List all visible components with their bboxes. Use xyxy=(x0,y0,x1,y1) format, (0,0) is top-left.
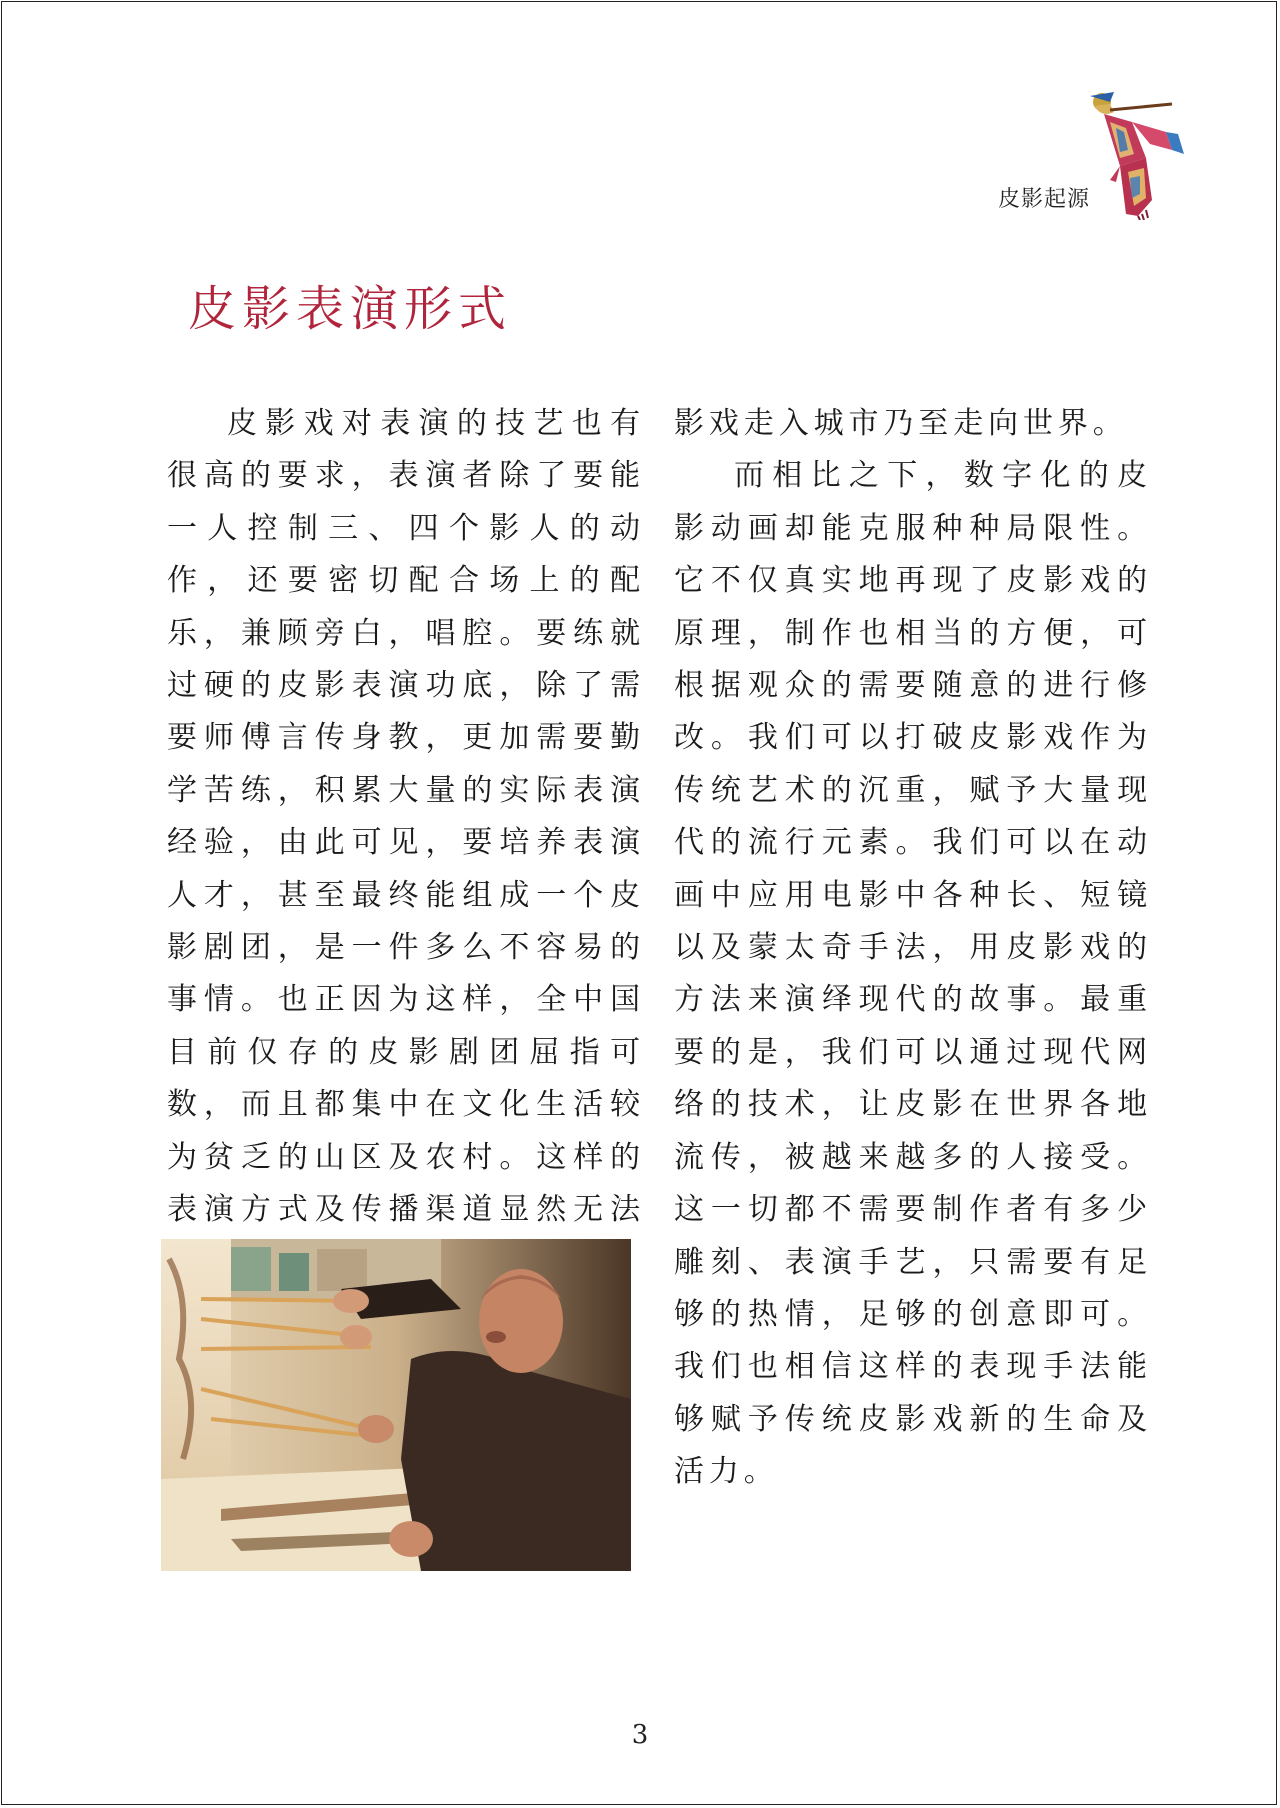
page-title: 皮影表演形式 xyxy=(188,281,513,337)
right-continuation: 影戏走入城市乃至走向世界。 xyxy=(674,406,1128,441)
left-column xyxy=(167,398,645,1289)
shadow-puppet-illustration xyxy=(1080,88,1192,220)
section-label: 皮影起源 xyxy=(998,187,1091,212)
page-number: 3 xyxy=(631,1720,649,1750)
right-column xyxy=(674,398,1152,1499)
left-paragraph: 皮影戏对表演的技艺也有很高的要求，表演者除了要能一人控制三、四个影人的动作，还要密切配合场上的配乐，兼顾旁白，唱腔。要练就过硬的皮影表演功底，除了需要师傅言传身教，更加需要勤学苦练，积累大量的实际表演经验，由此可见，要培养表演人才，甚至最终能组成一个皮影剧团，是一件多么不容易的事情。也正因为这样，全中国目前仅存的皮影剧团屈指可数，而且都集中在文化生活较为贫乏的山区及农村。这样的表演方式及传播渠道显然无法 xyxy=(167,406,645,1228)
right-paragraph: 而相比之下，数字化的皮影动画却能克服种种局限性。它不仅真实地再现了皮影戏的原理，制作也相当的方便，可根据观众的需要随意的进行修改。我们可以打破皮影戏作为传统艺术的沉重，赋予大量现代的流行元素。我们可以在动画中应用电影中各种长、短镜以及蒙太奇手法，用皮影戏的方法来演绎现代的故事。最重要的是，我们可以通过现代网络的技术，让皮影在世界各地流传，被越来越多的人接受。这一切都不需要制作者有多少雕刻、表演手艺，只需要有足够的热情，足够的创意即可。我们也相信这样的表现手法能够赋予传统皮影戏新的生命及活力。 xyxy=(674,458,1152,1490)
puppeteer-photo xyxy=(161,1239,631,1571)
